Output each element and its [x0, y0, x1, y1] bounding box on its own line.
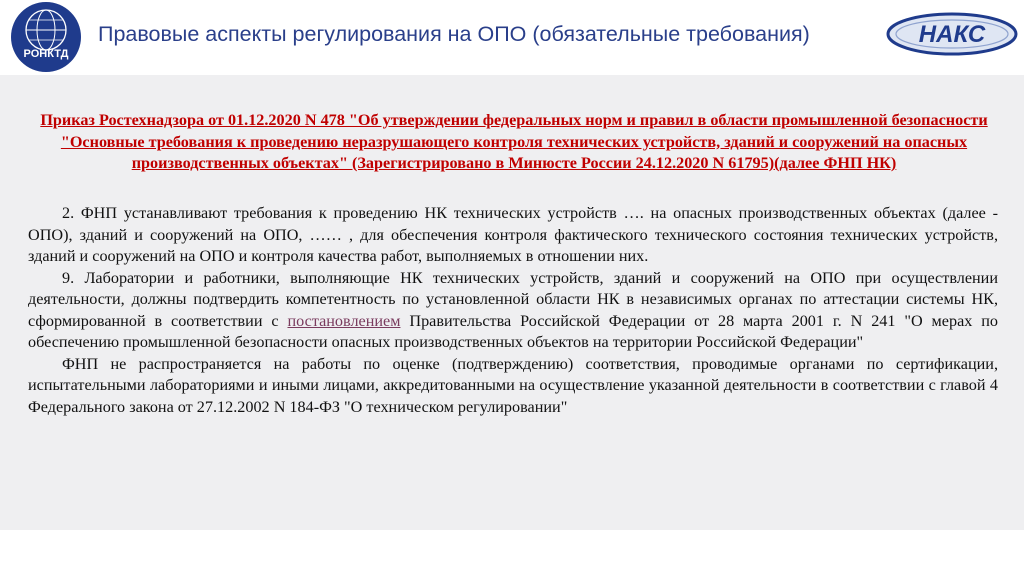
document-body — [28, 203, 998, 418]
order-heading: Приказ Ростехнадзора от 01.12.2020 N 478 "Об утверждении федеральных норм и правил в области промышленной безопасности "Основные требования к проведению неразрушающего контроля технических устройств, зданий и сооружений на опасных производственных объектах" (Зарегистрировано в Минюсте России 24.12.2020 N 61795)(далее ФНП НК) — [40, 111, 988, 172]
paragraph-laboratories-text-1: 9. Лаборатории и работники, выполняющие НК технических устройств, зданий и сооружений на ОПО при осуществлении деятельности, должны подтвердить компетентность по установленной области НК в независимых органах по аттестации системы НК, сформированной в соответствии с — [28, 268, 998, 330]
page-title: Правовые аспекты регулирования на ОПО (обязательные требования) — [98, 22, 810, 46]
document-area — [0, 75, 1024, 530]
paragraph-laboratories-text-2: Правительства Российской Федерации от 28 марта 2001 г. N 241 "О мерах по обеспечению промышленной безопасности опасных производственных объектов на территории Российской Федерации" — [28, 311, 998, 351]
slide-header — [0, 0, 1024, 75]
logo-right-label: НАКС — [918, 21, 986, 48]
ronktd-logo — [2, 0, 90, 75]
paragraph-laboratories — [28, 268, 998, 354]
slide-footer — [0, 530, 1024, 576]
naks-logo — [884, 8, 1020, 60]
paragraph-exclusions: ФНП не распространяется на работы по оценке (подтверждению) соответствия, проводимые органами по сертификации, испытательными лабораториями и иными лицами, аккредитованными на осуществление указанной деятельности в соответствии с главой 4 Федерального закона от 27.12.2002 N 184-ФЗ "О техническом регулировании" — [28, 354, 998, 416]
paragraph-scope: 2. ФНП устанавливают требования к проведению НК технических устройств …. на опасных производственных объектах (далее - ОПО), зданий и сооружений на ОПО, …… , для обеспечения контроля фактического технического состояния технических устройств, зданий и сооружений на ОПО и контроля качества работ, выполняемых в отношении них. — [28, 204, 998, 265]
logo-left-label: РОНКТД — [23, 48, 69, 60]
resolution-link[interactable]: постановлением — [287, 311, 401, 330]
